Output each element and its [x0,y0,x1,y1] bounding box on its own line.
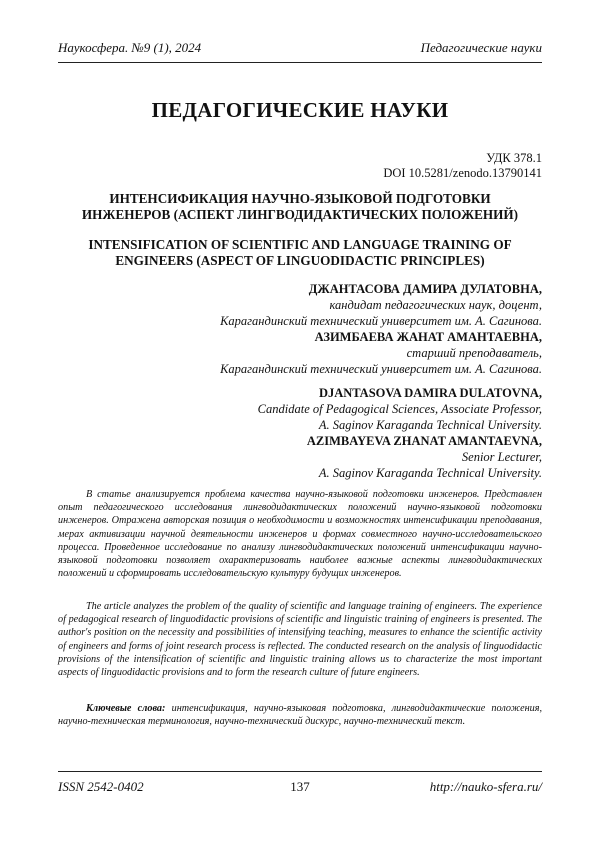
footer-rule [58,771,542,772]
running-header [58,40,542,62]
title-ru-line: ИНЖЕНЕРОВ (АСПЕКТ ЛИНГВОДИДАКТИЧЕСКИХ ПОЛОЖЕНИЙ) [58,207,542,223]
author-name: DJANTASOVA DAMIRA DULATOVNA, [258,385,542,401]
author-position: старший преподаватель, [220,345,542,361]
author-name: AZIMBAYEVA ZHANAT AMANTAEVNA, [258,433,542,449]
authors-ru [220,281,542,377]
journal-issue: Наукосфера. №9 (1), 2024 [58,40,201,56]
article-title-ru [58,191,542,223]
title-en-line: ENGINEERS (ASPECT OF LINGUODIDACTIC PRINCIPLES) [58,253,542,269]
article-title-en [58,237,542,269]
header-section: Педагогические науки [421,40,542,56]
title-ru-line: ИНТЕНСИФИКАЦИЯ НАУЧНО-ЯЗЫКОВОЙ ПОДГОТОВКИ [58,191,542,207]
page-number: 137 [58,779,542,795]
header-rule [58,62,542,63]
section-title: ПЕДАГОГИЧЕСКИЕ НАУКИ [0,98,600,123]
author-name: АЗИМБАЕВА ЖАНАТ АМАНТАЕВНА, [220,329,542,345]
title-en-line: INTENSIFICATION OF SCIENTIFIC AND LANGUAGE TRAINING OF [58,237,542,253]
authors-en [258,385,542,481]
abstract-en: The article analyzes the problem of the quality of scientific and language training of engineers. The experience of pedagogical research of linguodidactic provisions of scientific and linguistic training of engineers is presented. The author's position on the necessity and possibilities of intensifying teaching, measures to enhance the scientific activity of engineers and forms of joint research process is reflected. The conducted research on the analysis of linguodidactic provisions of the intensification of scientific and linguistic training allows us to characterize the most important aspects of linguodidactic provisions and to form the research culture of future engineers. [58,600,542,679]
udk-code: УДК 378.1 [383,151,542,166]
keywords [58,702,542,728]
keywords-label: Ключевые слова: [86,703,165,714]
author-affiliation: A. Saginov Karaganda Technical University. [258,417,542,433]
doi-link[interactable]: DOI 10.5281/zenodo.13790141 [383,166,542,181]
abstract-ru: В статье анализируется проблема качества научно-языковой подготовки инженеров. Представлен опыт педагогического исследования лингводидактических положений научно-языковой подготовки инженеров. Отражена авторская позиция о необходимости и возможностях интенсификации преподавания, мерах активизации научной деятельности инженеров и формах совместного научно-исследовательского процесса. Проведенное исследование по анализу лингводидактических положений интенсификации научно-языковой подготовки позволяет охарактеризовать наиболее важные аспекты лингводидактических положений и сформировать исследовательскую культуру будущих инженеров. [58,488,542,580]
author-affiliation: Карагандинский технический университет им. А. Сагинова. [220,361,542,377]
issn: ISSN 2542-0402 [58,779,144,795]
journal-url[interactable]: http://nauko-sfera.ru/ [430,779,542,795]
author-position: Candidate of Pedagogical Sciences, Associate Professor, [258,401,542,417]
classification-block [383,151,542,181]
running-footer [58,779,542,799]
author-position: Senior Lecturer, [258,449,542,465]
author-position: кандидат педагогических наук, доцент, [220,297,542,313]
author-name: ДЖАНТАСОВА ДАМИРА ДУЛАТОВНА, [220,281,542,297]
author-affiliation: A. Saginov Karaganda Technical University. [258,465,542,481]
author-affiliation: Карагандинский технический университет им. А. Сагинова. [220,313,542,329]
keywords-text: интенсификация, научно-языковая подготовка, лингводидактические положения, научно-техническая терминология, научно-технический дискурс, научно-технический текст. [58,703,542,727]
